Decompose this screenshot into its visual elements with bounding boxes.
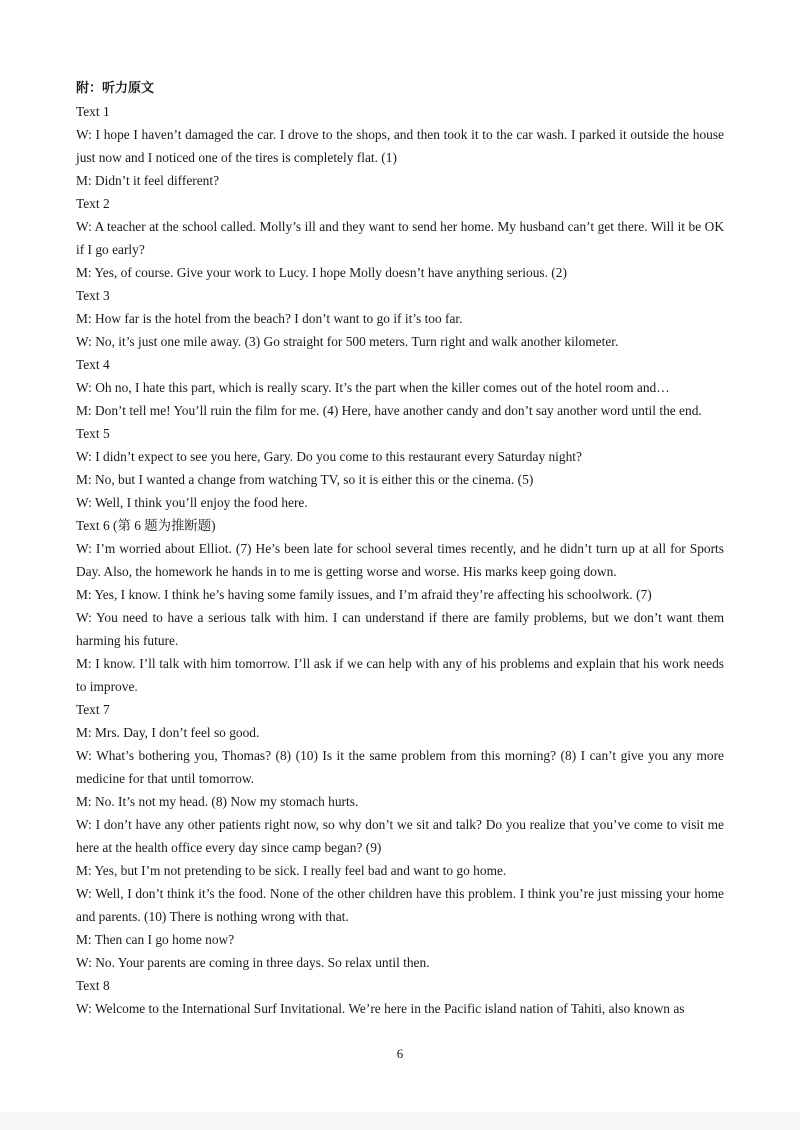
text-label: Text 6 (第 6 题为推断题) — [76, 518, 216, 533]
dialogue-line: M: Don’t tell me! You’ll ruin the film for me. (4) Here, have another candy and don’t say another word until the end. — [76, 403, 702, 418]
dialogue-line: W: Well, I think you’ll enjoy the food here. — [76, 495, 308, 510]
dialogue-line: M: Yes, I know. I think he’s having some family issues, and I’m afraid they’re affecting his schoolwork. (7) — [76, 587, 652, 602]
page-number: 6 — [396, 1046, 404, 1061]
transcript-body — [76, 77, 724, 1020]
dialogue-line: M: Then can I go home now? — [76, 932, 235, 947]
text-label: Text 5 — [76, 426, 110, 441]
text-label: Text 1 — [76, 104, 110, 119]
dialogue-line: W: I don’t have any other patients right now, so why don’t we sit and talk? Do you realize that you’ve come to visit me here at the health office every day since camp began? (9) — [76, 817, 724, 855]
dialogue-line: W: Oh no, I hate this part, which is really scary. It’s the part when the killer comes out of the hotel room and… — [76, 380, 670, 395]
dialogue-line: M: I know. I’ll talk with him tomorrow. I’ll ask if we can help with any of his problems and explain that his work needs to improve. — [76, 656, 724, 694]
dialogue-line: M: Mrs. Day, I don’t feel so good. — [76, 725, 260, 740]
dialogue-line: W: You need to have a serious talk with him. I can understand if there are family problems, but we don’t want them harming his future. — [76, 610, 724, 648]
text-label: Text 4 — [76, 357, 110, 372]
dialogue-line: M: Didn’t it feel different? — [76, 173, 220, 188]
dialogue-line: W: Welcome to the International Surf Invitational. We’re here in the Pacific island nation of Tahiti, also known as — [76, 1001, 685, 1016]
page-bottom-edge — [0, 1112, 800, 1130]
text-label: Text 7 — [76, 702, 110, 717]
dialogue-line: W: Well, I don’t think it’s the food. None of the other children have this problem. I think you’re just missing your home and parents. (10) There is nothing wrong with that. — [76, 886, 724, 924]
section-heading: 附：听力原文 — [76, 81, 155, 96]
dialogue-line: M: How far is the hotel from the beach? I don’t want to go if it’s too far. — [76, 311, 463, 326]
text-label: Text 8 — [76, 978, 110, 993]
dialogue-line: W: A teacher at the school called. Molly’s ill and they want to send her home. My husband can’t get there. Will it be OK if I go early? — [76, 219, 724, 257]
dialogue-line: W: No, it’s just one mile away. (3) Go straight for 500 meters. Turn right and walk another kilometer. — [76, 334, 619, 349]
dialogue-line: M: Yes, of course. Give your work to Lucy. I hope Molly doesn’t have anything serious. (2) — [76, 265, 567, 280]
dialogue-line: M: Yes, but I’m not pretending to be sick. I really feel bad and want to go home. — [76, 863, 507, 878]
dialogue-line: M: No, but I wanted a change from watching TV, so it is either this or the cinema. (5) — [76, 472, 534, 487]
text-label: Text 2 — [76, 196, 110, 211]
dialogue-line: W: I didn’t expect to see you here, Gary. Do you come to this restaurant every Saturday night? — [76, 449, 582, 464]
dialogue-line: W: I’m worried about Elliot. (7) He’s been late for school several times recently, and he didn’t turn up at all for Sports Day. Also, the homework he hands in to me is getting worse and worse. His marks keep going down. — [76, 541, 724, 579]
text-label: Text 3 — [76, 288, 110, 303]
dialogue-line: W: No. Your parents are coming in three days. So relax until then. — [76, 955, 430, 970]
dialogue-line: M: No. It’s not my head. (8) Now my stomach hurts. — [76, 794, 359, 809]
dialogue-line: W: I hope I haven’t damaged the car. I drove to the shops, and then took it to the car wash. I parked it outside the house just now and I noticed one of the tires is completely flat. (1) — [76, 127, 724, 165]
dialogue-line: W: What’s bothering you, Thomas? (8) (10) Is it the same problem from this morning? (8) I can’t give you any more medicine for that until tomorrow. — [76, 748, 724, 786]
